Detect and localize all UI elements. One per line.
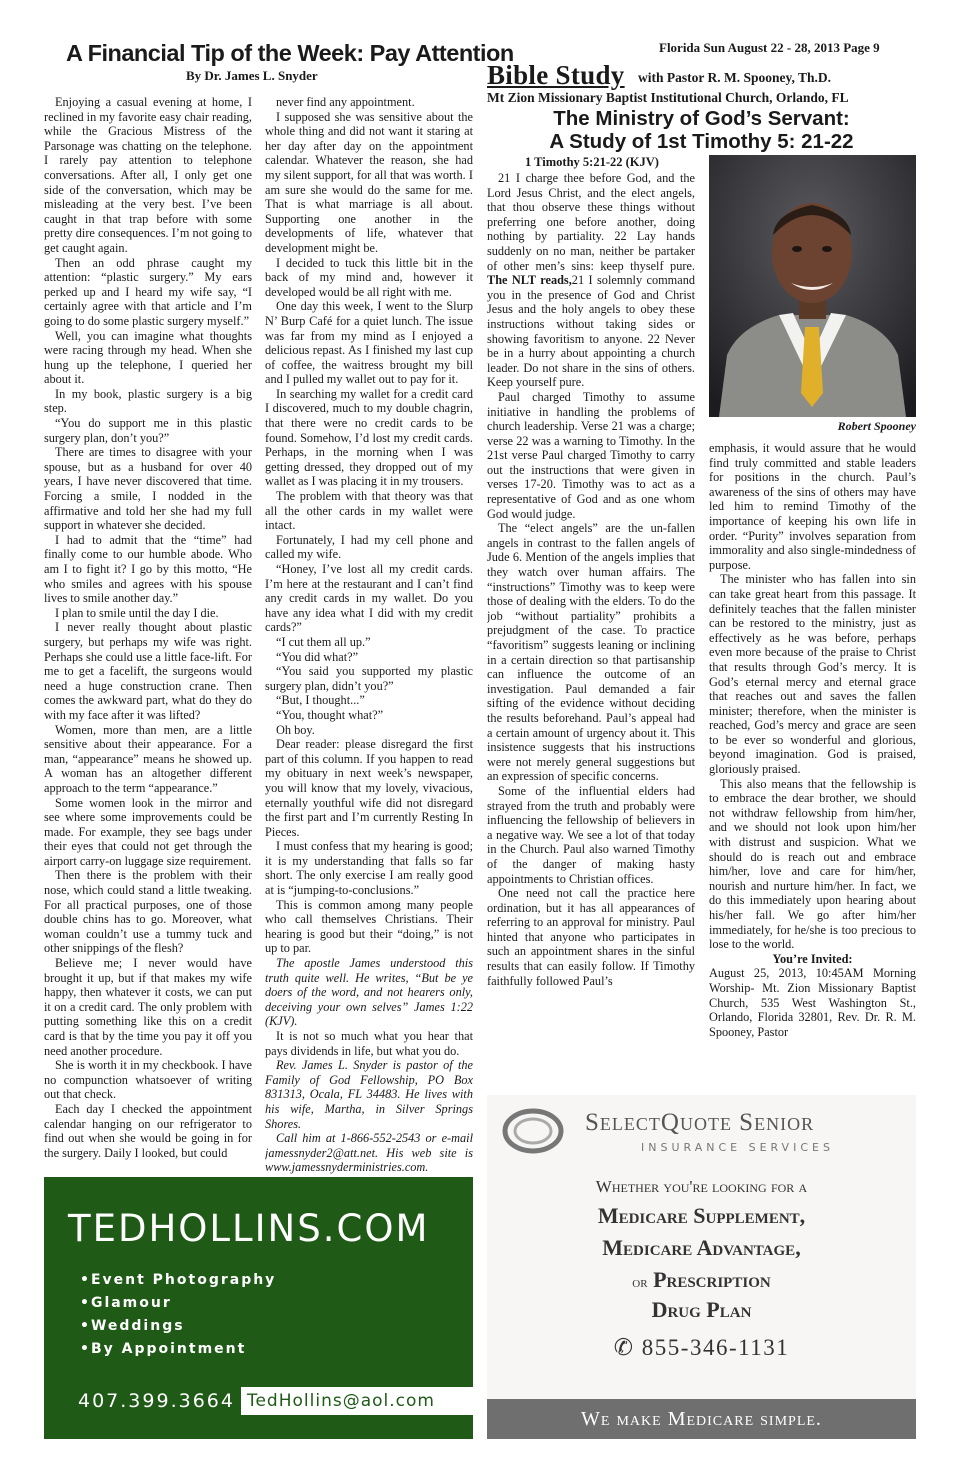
paragraph: This also means that the fellowship is to embrace the dear brother, we should not withdraw fellowship from him/her, and we should not look upon him/her with distrust and suspicion. What we should do is reach out and embrace him/her, love and care for him/her, nourish and nurture him/her. In fact, we do this immediately upon hearing about his/her fall. We go after him/her immediately, for he/she is too precious to lose to the world. — [709, 776, 916, 952]
paragraph: “You said you supported my plastic surgery plan, didn’t you?” — [265, 664, 473, 693]
selectquote-logo — [501, 1101, 901, 1161]
tedhollins-contact — [44, 1379, 473, 1423]
bible-headline-2: A Study of 1st Timothy 5: 21-22 — [549, 130, 854, 153]
paragraph: Oh boy. — [276, 722, 315, 737]
paragraph: She is worth it in my checkbook. I have no compunction whatsoever of writing out that check. — [44, 1058, 252, 1102]
tedhollins-phone: 407.399.3664 — [78, 1390, 235, 1412]
paragraph: Then there is the problem with their nose, which could stand a little tweaking. For all practical purposes, one of those double chins has to go. Moreover, what woman couldn’t use a tummy tuck and other snippings of the flesh? — [44, 868, 252, 956]
invite-text: August 25, 2013, 10:45AM Morning Worship- Mt. Zion Missionary Baptist Church, 535 West Washington St., Orlando, Florida 32801, Rev. Dr. R. M. Spooney, Pastor — [709, 966, 916, 1039]
paragraph: Women, more than men, are a little sensitive about their appearance. For a man, “appearance” means he showed up. A woman has an altogether different approach to the term “appearance.” — [44, 722, 252, 795]
list-item: •Glamour — [80, 1295, 172, 1311]
ad-line-or: or — [632, 1275, 648, 1291]
paragraph: Some of the influential elders had strayed from the truth and probably were influencing the fellowship of believers in a negative way. We see a lot of that today in the Church. Paul also warned Timothy of the danger of making hasty appointments to Christian offices. — [487, 783, 695, 886]
paragraph: Then an odd phrase caught my attention: “plastic surgery.” My ears perked up and I heard my wife say, “I certainly agree with that article and I’m going to do some plastic surgery myself.” — [44, 255, 252, 328]
scripture-nlt: 21 I solemnly command you in the presence of God and Christ Jesus and the holy angels to obey these instructions without taking sides or showing favoritism to anyone. 22 Never be in a hurry about appointing a church leader. Do not share in the sins of others. Keep yourself pure. — [487, 273, 695, 390]
paragraph: Paul charged Timothy to assume initiative in handling the problems of church leadership. Verse 21 was a charge; verse 22 was a warning to Timothy. In the 21st verse Paul charged Timothy to carry out the instructions that were given in verses 17-20. Timothy was to act as a representative of God and as one whom God would judge. — [487, 389, 695, 521]
bible-study-church: Mt Zion Missionary Baptist Institutional Church, Orlando, FL — [487, 90, 849, 105]
paragraph: “You, thought what?” — [276, 707, 384, 722]
paragraph: “You do support me in this plastic surgery plan, don’t you?” — [44, 416, 252, 445]
list-item: •By Appointment — [80, 1341, 247, 1357]
selectquote-phone: 855-346-1131 — [641, 1335, 790, 1360]
financial-byline: By Dr. James L. Snyder — [186, 68, 318, 83]
bible-column-2 — [709, 441, 916, 1091]
author-bio: Rev. James L. Snyder is pastor of the Family of God Fellowship, PO Box 831313, Ocala, FL 34483. He lives with his wife, Martha, in Silver Springs Shores. — [265, 1058, 473, 1131]
author-contact: Call him at 1-866-552-2543 or e-mail jamessnyder2@att.net. His web site is www.jamessnyderministries.com. — [265, 1131, 473, 1175]
bible-study-pastor: with Pastor R. M. Spooney, Th.D. — [638, 70, 832, 85]
paragraph: never find any appointment. — [276, 95, 415, 109]
paragraph: Enjoying a casual evening at home, I reclined in my favorite easy chair reading, while the Gracious Mistress of the Parsonage was chatting on the telephone. I rarely pay attention to telephone conversations. After all, I only get one side of the conversation, which may be misleading at the very best. I’ve been caught in that trap before with some pretty dire consequences. I’m not going to get caught again. — [44, 95, 252, 255]
paragraph: Dear reader: please disregard the first part of this column. If you happen to read my obituary in next week’s newspaper, you will know that my lovely, vivacious, eternally youthful wife did not disregard the first part and I’m currently Resting In Pieces. — [265, 737, 473, 839]
paragraph: “But, I thought...” — [276, 693, 365, 708]
paragraph: I never really thought about plastic surgery, but perhaps my wife was right. Perhaps she could use a little face-lift. For me to get a facelift, the surgeons would need a huge construction crane. Then comes the awkward part, what do they do with my face after it was lifted? — [44, 620, 252, 722]
tedhollins-brand: TEDHOLLINS.COM — [68, 1207, 430, 1250]
verse-reference: 1 Timothy 5:21-22 (KJV) — [525, 155, 659, 169]
bible-column-1 — [487, 171, 695, 1091]
paragraph: Fortunately, I had my cell phone and called my wife. — [265, 532, 473, 562]
paragraph: “I cut them all up.” — [276, 634, 371, 649]
selectquote-name: SelectQuote Senior — [585, 1109, 815, 1136]
photo-caption: Robert Spooney — [837, 419, 916, 433]
selectquote-phone-row — [487, 1335, 916, 1361]
paragraph: I had to admit that the “time” had finally come to our humble abode. Who am I to fight it? I go by this motto, “He who smiles and agrees with his spouse lives to smile another day.” — [44, 532, 252, 606]
list-item: •Event Photography — [80, 1272, 277, 1288]
portrait-illustration — [709, 155, 916, 417]
paragraph: emphasis, it would assure that he would find truly committed and stable leaders for positions in the church. Paul’s awareness of the sins of others may have led him to remind Timothy of the importance of keeping his own life in order. “Purity” involves separation from immorality and also single-mindedness of purpose. — [709, 441, 916, 572]
paragraph: I plan to smile until the day I die. — [55, 605, 219, 620]
tedhollins-ad — [44, 1177, 473, 1439]
paragraph: I must confess that my hearing is good; it is my understanding that falls so far short. The only exercise I am really good at is “jumping-to-conclusions.” — [265, 839, 473, 898]
paragraph: The apostle James understood this truth quite well. He writes, “But be ye doers of the word, and not hearers only, deceiving your own selves” James 1:22 (KJV). — [265, 956, 473, 1029]
paragraph: Some women look in the mirror and see where some improvements could be made. For example, they see bags under their eyes that could not get through the airport carry-on luggage size requirement. — [44, 795, 252, 868]
ad-line: Medicare Advantage, — [602, 1235, 801, 1260]
tedhollins-email: TedHollins@aol.com — [241, 1387, 473, 1415]
financial-headline: A Financial Tip of the Week: Pay Attention — [66, 40, 514, 66]
paragraph: The problem with that theory was that all the other cards in my wallet were intact. — [265, 489, 473, 533]
paragraph: There are times to disagree with your spouse, but as a husband for over 40 years, I have never discovered that time. Forcing a smile, I nodded in the affirmative and told her she had my full support in whatever she decided. — [44, 445, 252, 533]
financial-column-2 — [265, 95, 473, 1175]
bible-headline-1: The Ministry of God’s Servant: — [553, 107, 850, 130]
ad-line: Medicare Supplement, — [597, 1203, 806, 1228]
nlt-label: The NLT reads, — [487, 273, 572, 288]
masthead: Florida Sun August 22 - 28, 2013 Page 9 — [659, 40, 880, 55]
paragraph: The “elect angels” are the un-fallen angels in contrast to the fallen angels of Jude 6. Mention of the angels implies that they watch over human affairs. The “instructions” Timothy was to keep were those of dealing with the elders. To do the job “without partiality” prohibits a prejudgment of the case. To practice “favoritism” suggests leaning or inclining in a certain direction so that partisanship can influence the outcome of an investigation. Paul demanded a fair sifting of the evidence without deciding the results beforehand. Paul’s appeal had a certain amount of urgency about it. This insistence suggests that his instructions were not merely general suggestions but an expression of specific concerns. — [487, 521, 695, 784]
paragraph: I supposed she was sensitive about the whole thing and did not want it staring at her day after day on the appointment calendar. Whatever the reason, she had my silent support, for all that was worth. I am sure she would do the same for me. That is what marriage is all about. Supporting one another in the developments of life, whatever that development might be. — [265, 109, 473, 255]
paragraph: The minister who has fallen into sin can take great heart from this passage. It definitely teaches that the fallen minister can be restored to the ministry, just as effectively as he was before, perhaps even more because of the praise to Christ that results through God’s mercy. It is God’s eternal mercy and eternal grace that reaches out and saves the fallen minister; therefore, when the minister is reached, God’s mercy and grace are seen to be ever so wonderful and glorious, beyond imagination. God is praised, gloriously praised. — [709, 572, 916, 777]
paragraph: In searching my wallet for a credit card I discovered, much to my double chagrin, that there were no credit cards to be found. Somehow, I’d lost my credit cards. Perhaps, in the morning when I was getting dressed, they dropped out of my wallet as I was placing it in my trousers. — [265, 386, 473, 489]
ad-line: Drug Plan — [651, 1297, 752, 1322]
services-list — [80, 1269, 276, 1361]
paragraph: It is not so much what you hear that pays dividends in life, but what you do. — [265, 1029, 473, 1058]
selectquote-ad — [487, 1095, 916, 1439]
paragraph: Each day I checked the appointment calendar hanging on our refrigerator to find out when she would be going in for the surgery. Daily I looked, but could — [44, 1101, 252, 1160]
paragraph: This is common among many people who call themselves Christians. Their hearing is good but their “doing,” is not up to par. — [265, 897, 473, 956]
ad-line: Whether you're looking for a — [595, 1177, 808, 1196]
paragraph: In my book, plastic surgery is a big step. — [44, 386, 252, 416]
paragraph: “You did what?” — [276, 649, 359, 664]
paragraph: One need not call the practice here ordination, but it has all appearances of referring to an approval for ministry. Paul hinted that anyone who participates in such an appointment shares in the sinful results that can easily follow. If Timothy faithfully followed Paul’s — [487, 886, 695, 988]
paragraph: One day this week, I went to the Slurp N’ Burp Café for a quiet lunch. The issue was far from my mind as I enjoyed a delicious repast. As I finished my last cup of coffee, the waitress brought my bill and I pulled my wallet out to pay for it. — [265, 299, 473, 387]
ad-line-prescription-text: Prescription — [653, 1267, 771, 1292]
phone-icon: ✆ — [613, 1335, 635, 1360]
swirl-logo-icon — [501, 1105, 565, 1157]
paragraph: “Honey, I’ve lost all my credit cards. I’m here at the restaurant and I can’t find any credit cards in my wallet. Do you have any idea what I did with my credit cards?” — [265, 562, 473, 635]
paragraph: I decided to tuck this little bit in the back of my mind and, however it developed would be all right with me. — [265, 255, 473, 299]
scripture-kjv: 21 I charge thee before God, and the Lord Jesus Christ, and the elect angels, that thou observe these things without preferring one before another, doing nothing by partiality. 22 Lay hands suddenly on no man, neither be partaker of other men’s sins: keep thyself pure. — [487, 171, 695, 273]
selectquote-footer: We make Medicare simple. — [487, 1399, 916, 1439]
invite-title: You’re Invited: — [772, 951, 853, 966]
paragraph: Well, you can imagine what thoughts were racing through my head. When she hung up the telephone, I queried her about it. — [44, 328, 252, 387]
list-item: •Weddings — [80, 1318, 185, 1334]
ad-line-prescription — [487, 1267, 916, 1293]
selectquote-subtitle: INSURANCE SERVICES — [641, 1141, 834, 1154]
pastor-photo — [709, 155, 916, 417]
bible-study-title: Bible Study — [487, 60, 625, 90]
paragraph: Believe me; I never would have brought it up, but if that makes my wife happy, then whatever it costs, we can put it on a credit card. The only problem with putting something like this on a credit card is that by the time you pay it off you need another procedure. — [44, 956, 252, 1058]
scripture-paragraph — [487, 171, 695, 390]
financial-column-1 — [44, 95, 252, 1175]
